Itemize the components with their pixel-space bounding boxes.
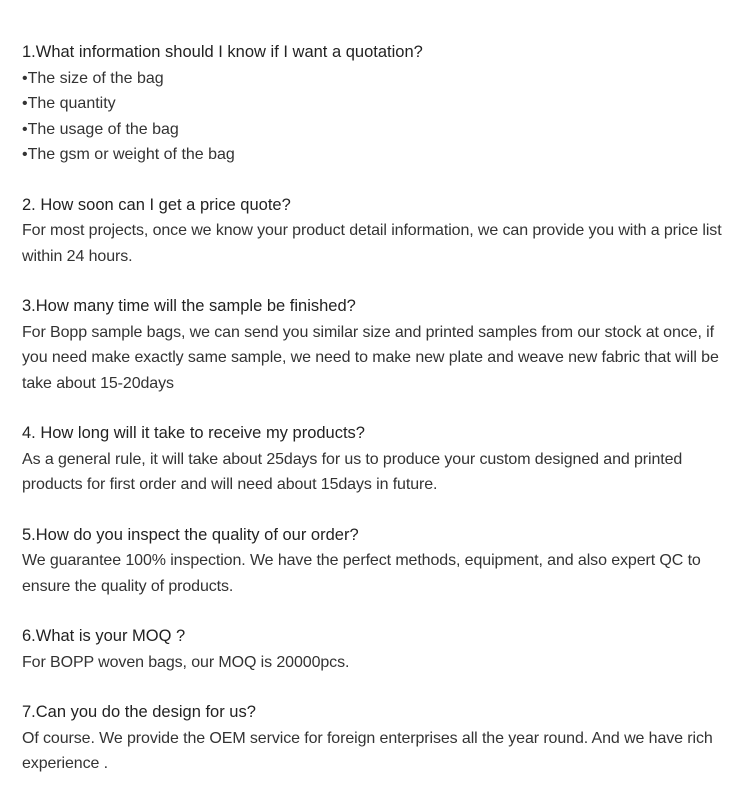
- list-item: •The gsm or weight of the bag: [22, 146, 235, 163]
- faq-answer: We guarantee 100% inspection. We have the perfect methods, equipment, and also expert QC to ensure the quality of products.: [22, 552, 701, 595]
- faq-item-2: [22, 193, 728, 270]
- faq-question: 4. How long will it take to receive my products?: [22, 424, 365, 442]
- faq-answer: Of course. We provide the OEM service for foreign enterprises all the year round. And we have rich experience .: [22, 729, 713, 772]
- faq-item-5: [22, 523, 728, 600]
- list-item: •The quantity: [22, 95, 116, 112]
- faq-question: 7.Can you do the design for us?: [22, 703, 256, 721]
- faq-question: 5.How do you inspect the quality of our order?: [22, 525, 359, 544]
- faq-item-7: [22, 700, 728, 777]
- faq-answer: For Bopp sample bags, we can send you similar size and printed samples from our stock at once, if you need make exactly same sample, we need to make new plate and weave new fabric that will be take about 15-20days: [22, 323, 719, 392]
- faq-answer: For most projects, once we know your product detail information, we can provide you with a price list within 24 hours.: [22, 222, 722, 265]
- faq-item-1: [22, 40, 728, 168]
- faq-item-3: [22, 294, 728, 396]
- faq-item-4: [22, 421, 728, 498]
- list-item: •The usage of the bag: [22, 120, 179, 138]
- quotation-requirements-list: [22, 66, 728, 168]
- list-item: •The size of the bag: [22, 69, 164, 87]
- faq-answer: As a general rule, it will take about 25days for us to produce your custom designed and printed products for first order and will need about 15days in future.: [22, 450, 683, 493]
- faq-list: [22, 40, 728, 802]
- faq-item-6: [22, 624, 728, 675]
- faq-question: 3.How many time will the sample be finished?: [22, 297, 356, 315]
- faq-answer: For BOPP woven bags, our MOQ is 20000pcs.: [22, 653, 350, 671]
- faq-question: 6.What is your MOQ ?: [22, 627, 186, 645]
- faq-question: 1.What information should I know if I want a quotation?: [22, 43, 423, 61]
- faq-question: 2. How soon can I get a price quote?: [22, 195, 291, 214]
